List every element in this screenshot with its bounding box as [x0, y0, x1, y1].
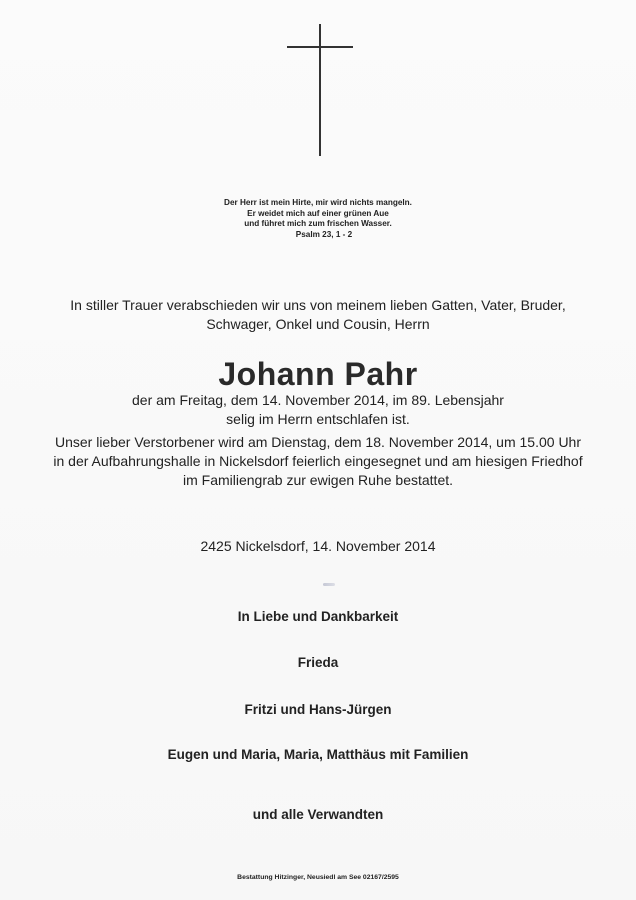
psalm-line: Der Herr ist mein Hirte, mir wird nichts mangeln.: [224, 198, 412, 207]
deceased-name: Johann Pahr: [218, 356, 418, 392]
psalm-quote: [0, 198, 636, 240]
cross-icon: [287, 24, 353, 156]
mourner-line: Eugen und Maria, Maria, Matthäus mit Familien: [167, 747, 469, 762]
mourner-line: Frieda: [297, 655, 339, 670]
intro-text: [20, 296, 616, 334]
psalm-line: und führet mich zum frischen Wasser.: [244, 219, 392, 228]
scan-speck: [323, 583, 335, 586]
burial-notice: [10, 433, 626, 490]
mourner-line: In Liebe und Dankbarkeit: [237, 609, 399, 624]
death-notice: [0, 391, 636, 429]
psalm-reference: Psalm 23, 1 - 2: [295, 229, 353, 239]
mourner-line: Fritzi und Hans-Jürgen: [244, 702, 392, 717]
burial-line: in der Aufbahrungshalle in Nickelsdorf feierlich eingesegnet und am hiesigen Friedhof: [53, 453, 583, 469]
funeral-home-footer: Bestattung Hitzinger, Neusiedl am See 02167/2595: [237, 874, 399, 881]
mourner-line: und alle Verwandten: [252, 807, 384, 822]
place-date: 2425 Nickelsdorf, 14. November 2014: [200, 538, 436, 554]
intro-line: Schwager, Onkel und Cousin, Herrn: [206, 316, 430, 332]
burial-line: Unser lieber Verstorbener wird am Dienstag, dem 18. November 2014, um 15.00 Uhr: [54, 434, 582, 450]
death-line: der am Freitag, dem 14. November 2014, im 89. Lebensjahr: [132, 392, 504, 408]
intro-line: In stiller Trauer verabschieden wir uns von meinem lieben Gatten, Vater, Bruder,: [70, 297, 566, 313]
burial-line: im Familiengrab zur ewigen Ruhe bestattet.: [182, 472, 454, 488]
death-line: selig im Herrn entschlafen ist.: [226, 411, 410, 427]
psalm-line: Er weidet mich auf einer grünen Aue: [247, 208, 389, 218]
